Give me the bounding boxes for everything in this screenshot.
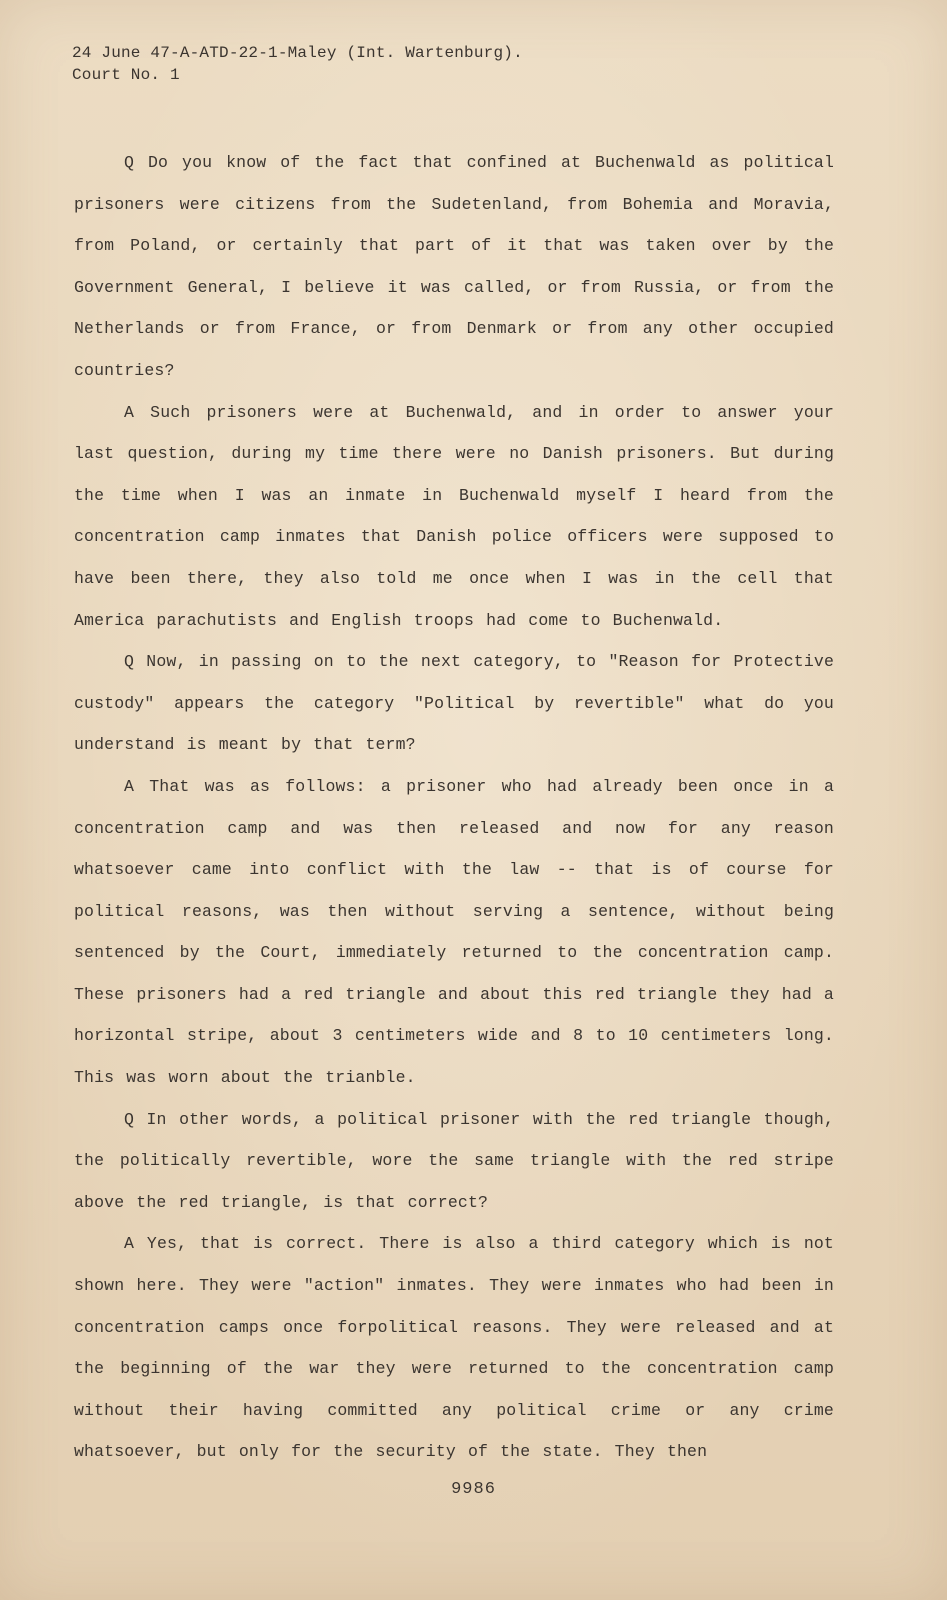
paragraph-question: Q Do you know of the fact that confined at Buchenwald as political prisoners were citizens from the Sudetenland, from Bohemia and Moravia, from Poland, or certainly that part of it that was taken over by the Government General, I believe it was called, or from Russia, or from the Netherlands or from France, or from Denmark or from any other occupied countries?: [74, 153, 834, 380]
paragraph-answer: A Such prisoners were at Buchenwald, and in order to answer your last question, during my time there were no Danish prisoners. But during the time when I was an inmate in Buchenwald myself I heard from the concentration camp inmates that Danish police officers were supposed to have been there, they also told me once when I was in the cell that America parachutists and English troops had come to Buchenwald.: [74, 402, 834, 630]
testimony-body: [74, 142, 834, 1473]
page-number: 9986: [451, 1480, 496, 1499]
header-court-number: Court No. 1: [72, 66, 180, 84]
paragraph-question: Q In other words, a political prisoner with the red triangle though, the politically revertible, wore the same triangle with the red stripe above the red triangle, is that correct?: [74, 1109, 834, 1212]
paragraph-question: Q Now, in passing on to the next category, to "Reason for Protective custody" appears the category "Political by revertible" what do you understand is meant by that term?: [74, 652, 834, 755]
header-case-reference: 24 June 47-A-ATD-22-1-Maley (Int. Wartenburg).: [72, 44, 523, 62]
paragraph-answer: A Yes, that is correct. There is also a third category which is not shown here. They were "action" inmates. They were inmates who had been in concentration camps once forpolitical reasons. They were released and at the beginning of the war they were returned to the concentration camp without their having committed any political crime or any crime whatsoever, but only for the security of the state. They then: [74, 1234, 834, 1462]
paragraph-answer: A That was as follows: a prisoner who had already been once in a concentration camp and was then released and now for any reason whatsoever came into conflict with the law -- that is of course for political reasons, was then without serving a sentence, without being sentenced by the Court, immediately returned to the concentration camp. These prisoners had a red triangle and about this red triangle they had a horizontal stripe, about 3 centimeters wide and 8 to 10 centimeters long. This was worn about the trianble.: [74, 776, 834, 1088]
document-header: [72, 42, 523, 86]
